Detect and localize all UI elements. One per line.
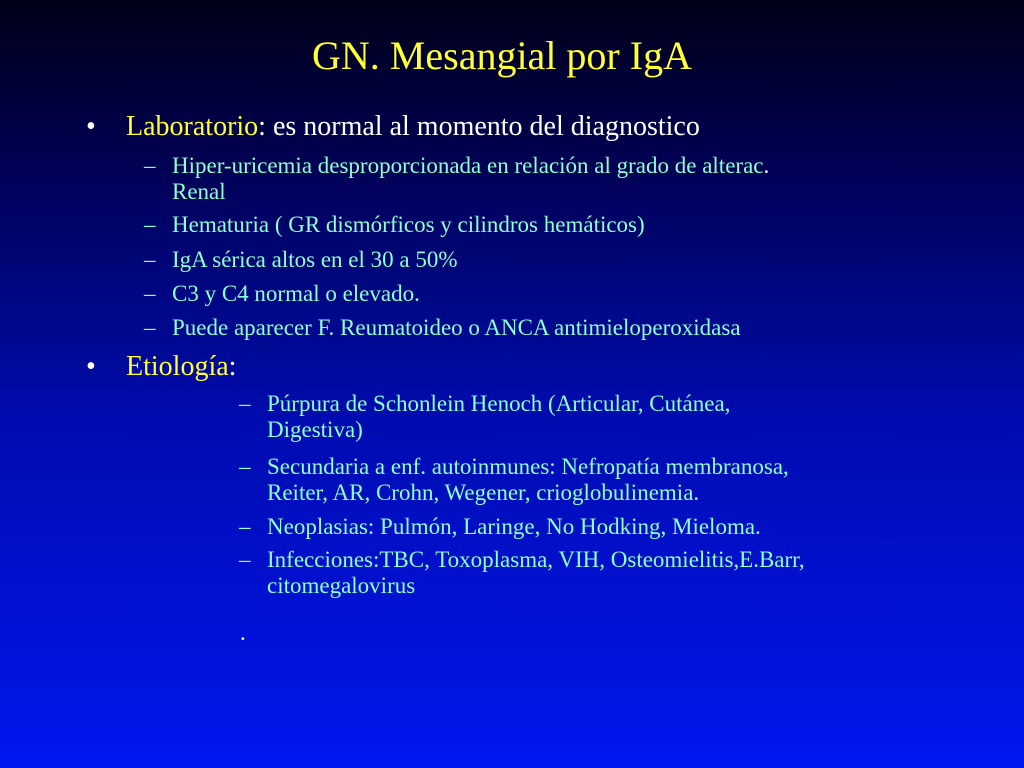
laboratorio-item-2-wrap xyxy=(144,212,992,238)
etiologia-item-2-wrap xyxy=(239,454,987,506)
slide-title: GN. Mesangial por IgA xyxy=(312,33,692,78)
list-item xyxy=(144,315,1002,341)
item-text: Infecciones:TBC, Toxoplasma, VIH, Osteomielitis,E.Barr, xyxy=(267,547,805,572)
section-etiologia xyxy=(86,351,1006,382)
section-laboratorio xyxy=(86,111,1006,142)
laboratorio-item-5-wrap xyxy=(144,315,1002,341)
item-text-continued: Digestiva) xyxy=(267,417,363,442)
list-item xyxy=(144,247,992,273)
dash-icon: – xyxy=(239,514,251,539)
item-period: . xyxy=(763,153,770,178)
item-text: Puede aparecer F. Reumatoideo o ANCA antimieloperoxidasa xyxy=(172,315,741,340)
item-text: Neoplasias: Pulmón, Laringe, No Hodking, Mieloma. xyxy=(267,514,761,539)
list-item xyxy=(144,281,992,307)
item-text: Hematuria ( GR dismórficos y cilindros hemáticos) xyxy=(172,212,645,237)
dash-icon: – xyxy=(144,281,156,306)
item-text: Secundaria a enf. autoinmunes: Nefropatía membranosa, xyxy=(267,454,789,479)
laboratorio-items xyxy=(144,153,992,205)
dash-icon: – xyxy=(239,454,251,479)
section-text: : xyxy=(228,351,237,382)
dash-icon: – xyxy=(144,212,156,237)
etiologia-item-3-wrap xyxy=(239,514,987,540)
dash-icon: – xyxy=(144,153,156,178)
dash-icon: – xyxy=(144,315,156,340)
bullet-etiologia xyxy=(86,351,1006,382)
list-item xyxy=(144,212,992,238)
bullet-dot-icon: • xyxy=(86,111,96,142)
list-item xyxy=(239,514,987,540)
section-label: Etiología xyxy=(126,351,229,382)
stray-period: . xyxy=(240,620,246,645)
etiologia-item-1-wrap xyxy=(239,391,987,443)
item-text-continued: citomegalovirus xyxy=(267,573,416,598)
list-item xyxy=(239,454,987,506)
laboratorio-item-3-wrap xyxy=(144,247,992,273)
section-label: Laboratorio xyxy=(126,111,259,142)
item-text: C3 y C4 normal o elevado. xyxy=(172,281,420,306)
dash-icon: – xyxy=(239,547,251,572)
etiologia-item-4-wrap xyxy=(239,547,987,599)
list-item xyxy=(239,391,987,443)
dash-icon: – xyxy=(239,391,251,416)
section-text: : es normal al momento del diagnostico xyxy=(258,111,700,142)
dash-icon: – xyxy=(144,247,156,272)
item-text: IgA sérica altos en el 30 a 50% xyxy=(172,247,458,272)
list-item xyxy=(144,153,992,205)
bullet-laboratorio xyxy=(86,111,1006,142)
list-item xyxy=(239,547,987,599)
item-text: Púrpura de Schonlein Henoch (Articular, Cutánea, xyxy=(267,391,731,416)
item-text: Hiper-uricemia desproporcionada en relación al grado de alterac xyxy=(172,153,764,178)
bullet-dot-icon: • xyxy=(86,351,96,382)
item-text-continued: Renal xyxy=(172,179,226,204)
laboratorio-item-4-wrap xyxy=(144,281,992,307)
item-text-continued: Reiter, AR, Crohn, Wegener, crioglobulinemia. xyxy=(267,480,700,505)
